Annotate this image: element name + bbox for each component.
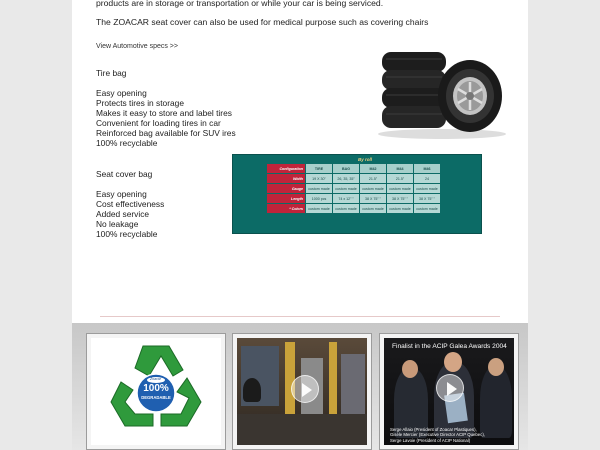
row-header: * Colors: [267, 204, 305, 213]
table-cell: custom made: [306, 184, 332, 193]
table-cell: 38 X 75" ": [387, 194, 413, 203]
tire-bag-section: [96, 68, 236, 148]
divider: [100, 316, 500, 322]
table-cell: 24: [414, 174, 440, 183]
table-cell: M46: [414, 164, 440, 173]
intro-line-2: The ZOACAR seat cover can also be used for medical purpose such as covering chairs: [96, 17, 429, 27]
factory-video-thumbnail[interactable]: [232, 333, 372, 450]
list-item: Reinforced bag available for SUV ires: [96, 128, 236, 138]
degradable-label: DEGRADABLE: [141, 395, 171, 400]
seat-cover-title: Seat cover bag: [96, 169, 153, 179]
caption-line: Serge Lavoie (President of ACIP National): [390, 437, 471, 443]
table-row: [267, 164, 471, 173]
automotive-specs-link[interactable]: View Automotive specs >>: [96, 43, 178, 50]
row-header: Width: [267, 174, 305, 183]
award-caption: [390, 427, 485, 443]
tire-bag-title: Tire bag: [96, 68, 127, 78]
table-cell: custom made: [414, 204, 440, 213]
table-cell: M44: [387, 164, 413, 173]
table-cell: 19 X 30": [306, 174, 332, 183]
caption-line: Gisèle Mercier (Executive Director ACIP Quebec),: [390, 432, 485, 438]
table-cell: custom made: [306, 204, 332, 213]
table-cell: custom made: [333, 184, 359, 193]
table-cell: BAG: [333, 164, 359, 173]
content-page: [72, 0, 528, 450]
list-item: 100% recyclable: [96, 229, 158, 239]
row-header: Gauge: [267, 184, 305, 193]
list-item: 100% recyclable: [96, 138, 158, 148]
list-item: Protects tires in storage: [96, 98, 184, 108]
award-video-thumbnail[interactable]: [379, 333, 519, 450]
intro-line-1: products are in storage or transportation or while your car is being serviced.: [96, 0, 384, 8]
seat-cover-section: [96, 169, 164, 239]
table-cell: M42: [360, 164, 386, 173]
table-cell: custom made: [333, 204, 359, 213]
list-item: Makes it easy to store and label tires: [96, 108, 232, 118]
table-cell: 38 X 75" ": [414, 194, 440, 203]
table-row: [267, 184, 471, 193]
tires-image: [372, 44, 512, 140]
table-cell: custom made: [360, 184, 386, 193]
gallery: [72, 323, 528, 450]
table-body: [267, 164, 471, 213]
table-cell: TIRE: [306, 164, 332, 173]
list-item: No leakage: [96, 219, 139, 229]
table-cell: 38 X 75" ": [360, 194, 386, 203]
table-cell: 26, 35, 35": [333, 174, 359, 183]
table-cell: 1000 pcs: [306, 194, 332, 203]
list-item: Easy opening: [96, 88, 147, 98]
play-icon: [436, 374, 464, 402]
table-row: [267, 194, 471, 203]
list-item: Added service: [96, 209, 150, 219]
spec-table-title: By roll: [358, 157, 373, 162]
table-cell: custom made: [414, 184, 440, 193]
table-cell: custom made: [387, 204, 413, 213]
degradable-percent: 100%: [143, 383, 169, 394]
list-item: Easy opening: [96, 189, 147, 199]
list-item: Cost effectiveness: [96, 199, 165, 209]
play-icon: [291, 375, 319, 403]
brand-label: Zoacar: [150, 377, 161, 381]
caption-line: Serge Allaio (President of Zoacar Plastiques),: [390, 427, 477, 432]
table-row: [267, 174, 471, 183]
list-item: Convenient for loading tires in car: [96, 118, 221, 128]
degradable-thumbnail[interactable]: [86, 333, 226, 450]
row-header: Length: [267, 194, 305, 203]
table-cell: 74 x 12" ": [333, 194, 359, 203]
table-cell: 21.5": [387, 174, 413, 183]
table-cell: 21.5": [360, 174, 386, 183]
award-title: Finalist in the ACIP Galea Awards 2004: [392, 343, 507, 350]
seat-cover-list: [96, 189, 164, 239]
row-header: Configuration: [267, 164, 305, 173]
table-cell: custom made: [360, 204, 386, 213]
spec-table: [232, 154, 482, 234]
table-row: [267, 204, 471, 213]
table-cell: custom made: [387, 184, 413, 193]
tire-bag-list: [96, 88, 236, 148]
